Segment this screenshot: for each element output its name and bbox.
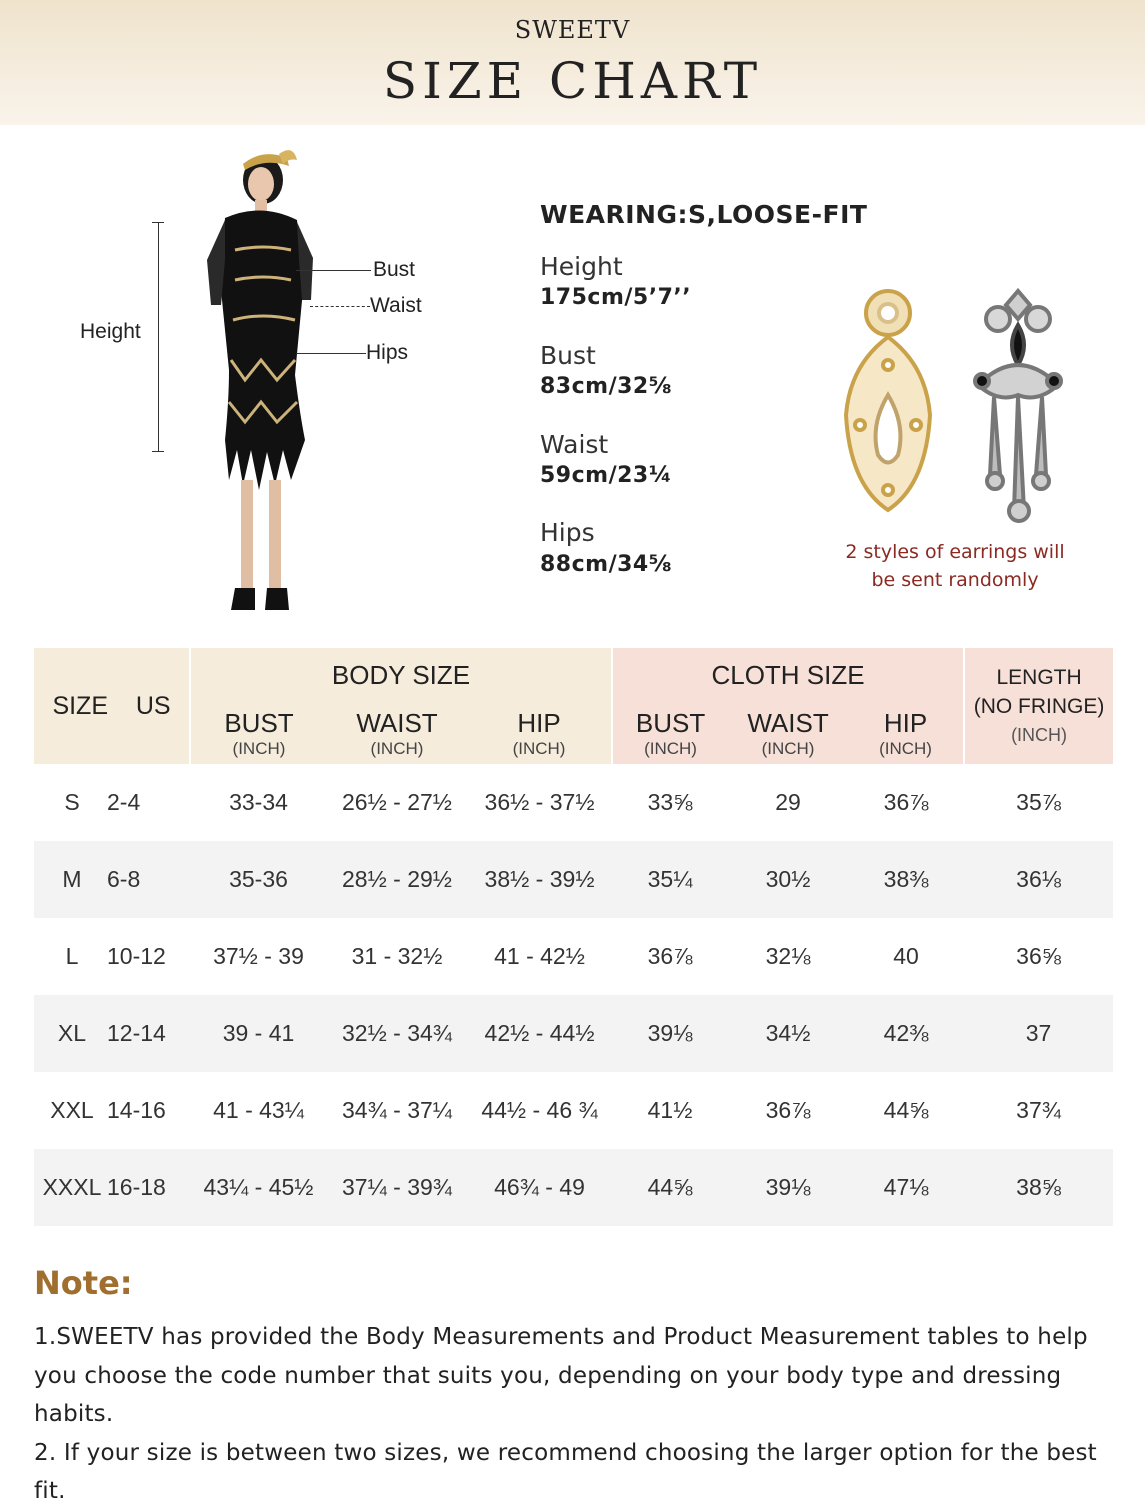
table-row <box>34 918 1113 995</box>
model-bust-value: 83cm/32⅝ <box>540 374 673 399</box>
model-height-label: Height <box>540 252 623 281</box>
length-header <box>964 648 1113 764</box>
length-cell: 37 <box>964 995 1113 1072</box>
cloth-bust-cell: 36⅞ <box>647 943 693 969</box>
col-body-hip <box>467 702 612 764</box>
size-value: XL <box>57 1020 87 1046</box>
earrings-note-line1: 2 styles of earrings will <box>845 541 1065 563</box>
body-hip-cell: 36½ - 37½ <box>484 789 595 815</box>
length-cell: 36⅝ <box>1016 943 1061 969</box>
size-cell <box>34 995 190 1072</box>
body-bust-cell: 37½ - 39 <box>213 943 304 969</box>
table-row <box>34 764 1113 841</box>
model-hips-label: Hips <box>540 518 595 547</box>
col-body-bust <box>190 702 327 764</box>
cloth-bust-cell: 44⅝ <box>612 1149 728 1226</box>
model-waist-label: Waist <box>540 430 609 459</box>
us-value: 2-4 <box>107 789 141 815</box>
body-waist-cell: 32½ - 34¾ <box>327 995 467 1072</box>
bust-label: Bust <box>373 258 416 281</box>
body-waist-cell: 28½ - 29½ <box>327 841 467 918</box>
model-waist-value: 59cm/23¼ <box>540 463 673 488</box>
col-body-hip-unit: (INCH) <box>512 739 566 758</box>
cloth-waist-cell: 29 <box>775 789 801 815</box>
col-cloth-waist-label: WAIST <box>747 708 829 738</box>
bust-line <box>296 270 371 271</box>
brand-name: SWEETV <box>514 16 631 44</box>
page-title: SIZE CHART <box>382 52 763 110</box>
col-cloth-hip <box>848 702 964 764</box>
body-waist-cell: 37¼ - 39¾ <box>327 1149 467 1226</box>
model-height-value: 175cm/5’7’’ <box>540 285 692 310</box>
cloth-hip-cell: 38⅜ <box>848 841 964 918</box>
body-hip-cell: 46¾ - 49 <box>467 1149 612 1226</box>
cloth-waist-cell: 32⅛ <box>765 943 811 969</box>
us-value: 6-8 <box>107 866 141 892</box>
table-row <box>34 995 1113 1072</box>
cloth-waist-cell: 34½ <box>728 995 848 1072</box>
us-value: 14-16 <box>107 1097 166 1123</box>
table-row <box>34 841 1113 918</box>
earrings-note-line2: be sent randomly <box>871 569 1039 591</box>
note-line-2: 2. If your size is between two sizes, we recommend choosing the larger option for the best fit. <box>34 1439 1097 1504</box>
note-line-1: 1.SWEETV has provided the Body Measurements and Product Measurement tables to help you choose the code number that suits you, depending on your body type and dressing habits. <box>34 1324 1088 1427</box>
size-us-header <box>34 648 190 764</box>
length-header-unit: (INCH) <box>1011 724 1068 745</box>
cloth-waist-cell: 36⅞ <box>765 1097 811 1123</box>
col-body-bust-label: BUST <box>224 708 294 738</box>
earrings-note <box>810 538 1100 594</box>
body-hip-cell: 38½ - 39½ <box>467 841 612 918</box>
body-bust-cell: 43¼ - 45½ <box>190 1149 327 1226</box>
body-bust-cell: 41 - 43¼ <box>213 1097 304 1123</box>
col-body-waist <box>327 702 467 764</box>
us-value: 12-14 <box>107 1020 166 1046</box>
table-row <box>34 1149 1113 1226</box>
size-value: S <box>64 789 80 815</box>
us-header: US <box>135 691 171 720</box>
waist-label: Waist <box>370 294 422 317</box>
length-cell: 36⅛ <box>964 841 1113 918</box>
gold-earring <box>846 291 930 510</box>
cloth-waist-cell: 30½ <box>728 841 848 918</box>
size-cell <box>34 1149 190 1226</box>
length-cell: 35⅞ <box>1016 789 1061 815</box>
model-bust-label: Bust <box>540 341 596 370</box>
cloth-waist-cell: 39⅛ <box>728 1149 848 1226</box>
length-cell: 38⅝ <box>964 1149 1113 1226</box>
us-value: 16-18 <box>107 1174 166 1200</box>
height-tick-top <box>152 222 164 223</box>
size-table <box>34 648 1113 1226</box>
model-hips-value: 88cm/34⅝ <box>540 552 673 577</box>
size-cell <box>34 1072 190 1149</box>
cloth-hip-cell: 42⅜ <box>848 995 964 1072</box>
cloth-size-header: CLOTH SIZE <box>612 648 964 702</box>
hips-label: Hips <box>366 341 409 364</box>
size-value: XXXL <box>42 1174 102 1200</box>
cloth-bust-cell: 33⅝ <box>647 789 693 815</box>
cloth-bust-cell: 35¼ <box>612 841 728 918</box>
cloth-hip-cell: 44⅝ <box>883 1097 929 1123</box>
body-hip-cell: 44½ - 46 ¾ <box>481 1097 598 1123</box>
note-text <box>34 1318 1124 1511</box>
body-bust-cell: 35-36 <box>190 841 327 918</box>
body-waist-cell: 26½ - 27½ <box>342 789 452 815</box>
table-row <box>34 1072 1113 1149</box>
height-tick-bottom <box>152 451 164 452</box>
col-cloth-hip-label: HIP <box>883 708 928 738</box>
body-waist-cell: 31 - 32½ <box>351 943 443 969</box>
col-cloth-waist-unit: (INCH) <box>761 739 815 758</box>
col-cloth-bust-label: BUST <box>635 708 706 738</box>
note-title: Note: <box>34 1264 133 1302</box>
length-header-line1: LENGTH <box>996 665 1082 689</box>
body-hip-cell: 42½ - 44½ <box>467 995 612 1072</box>
length-header-line2: (NO FRINGE) <box>973 694 1105 718</box>
cloth-bust-cell: 41½ <box>647 1097 693 1123</box>
body-hip-cell: 41 - 42½ <box>494 943 585 969</box>
cloth-hip-cell: 40 <box>893 943 919 969</box>
wearing-size: WEARING:S,LOOSE-FIT <box>540 200 868 229</box>
waist-line <box>310 306 370 307</box>
size-cell <box>34 918 190 995</box>
header-banner <box>0 0 1145 125</box>
size-cell <box>34 764 190 841</box>
col-body-waist-unit: (INCH) <box>370 739 424 758</box>
col-cloth-bust-unit: (INCH) <box>644 739 697 758</box>
silver-earring <box>975 291 1061 521</box>
size-value: M <box>62 866 82 892</box>
col-body-bust-unit: (INCH) <box>232 739 286 758</box>
cloth-bust-cell: 39⅛ <box>612 995 728 1072</box>
body-waist-cell: 34¾ - 37¼ <box>342 1097 452 1123</box>
hips-line <box>296 353 366 354</box>
size-value: L <box>65 943 79 969</box>
body-bust-cell: 39 - 41 <box>190 995 327 1072</box>
body-size-header: BODY SIZE <box>190 648 612 702</box>
length-cell: 37¾ <box>1016 1097 1061 1123</box>
us-value: 10-12 <box>107 943 166 969</box>
size-header: SIZE <box>52 691 109 720</box>
cloth-hip-cell: 36⅞ <box>883 789 929 815</box>
body-bust-cell: 33-34 <box>229 789 288 815</box>
col-body-waist-label: WAIST <box>356 708 438 738</box>
size-value: XXL <box>50 1097 94 1123</box>
height-label: Height <box>80 320 141 343</box>
earrings-image <box>830 285 1090 525</box>
model-figure <box>185 140 320 640</box>
size-cell <box>34 841 190 918</box>
height-line <box>158 223 159 451</box>
cloth-hip-cell: 47⅛ <box>848 1149 964 1226</box>
col-cloth-bust <box>612 702 728 764</box>
col-body-hip-label: HIP <box>517 708 561 738</box>
col-cloth-waist <box>728 702 848 764</box>
col-cloth-hip-unit: (INCH) <box>879 739 932 758</box>
